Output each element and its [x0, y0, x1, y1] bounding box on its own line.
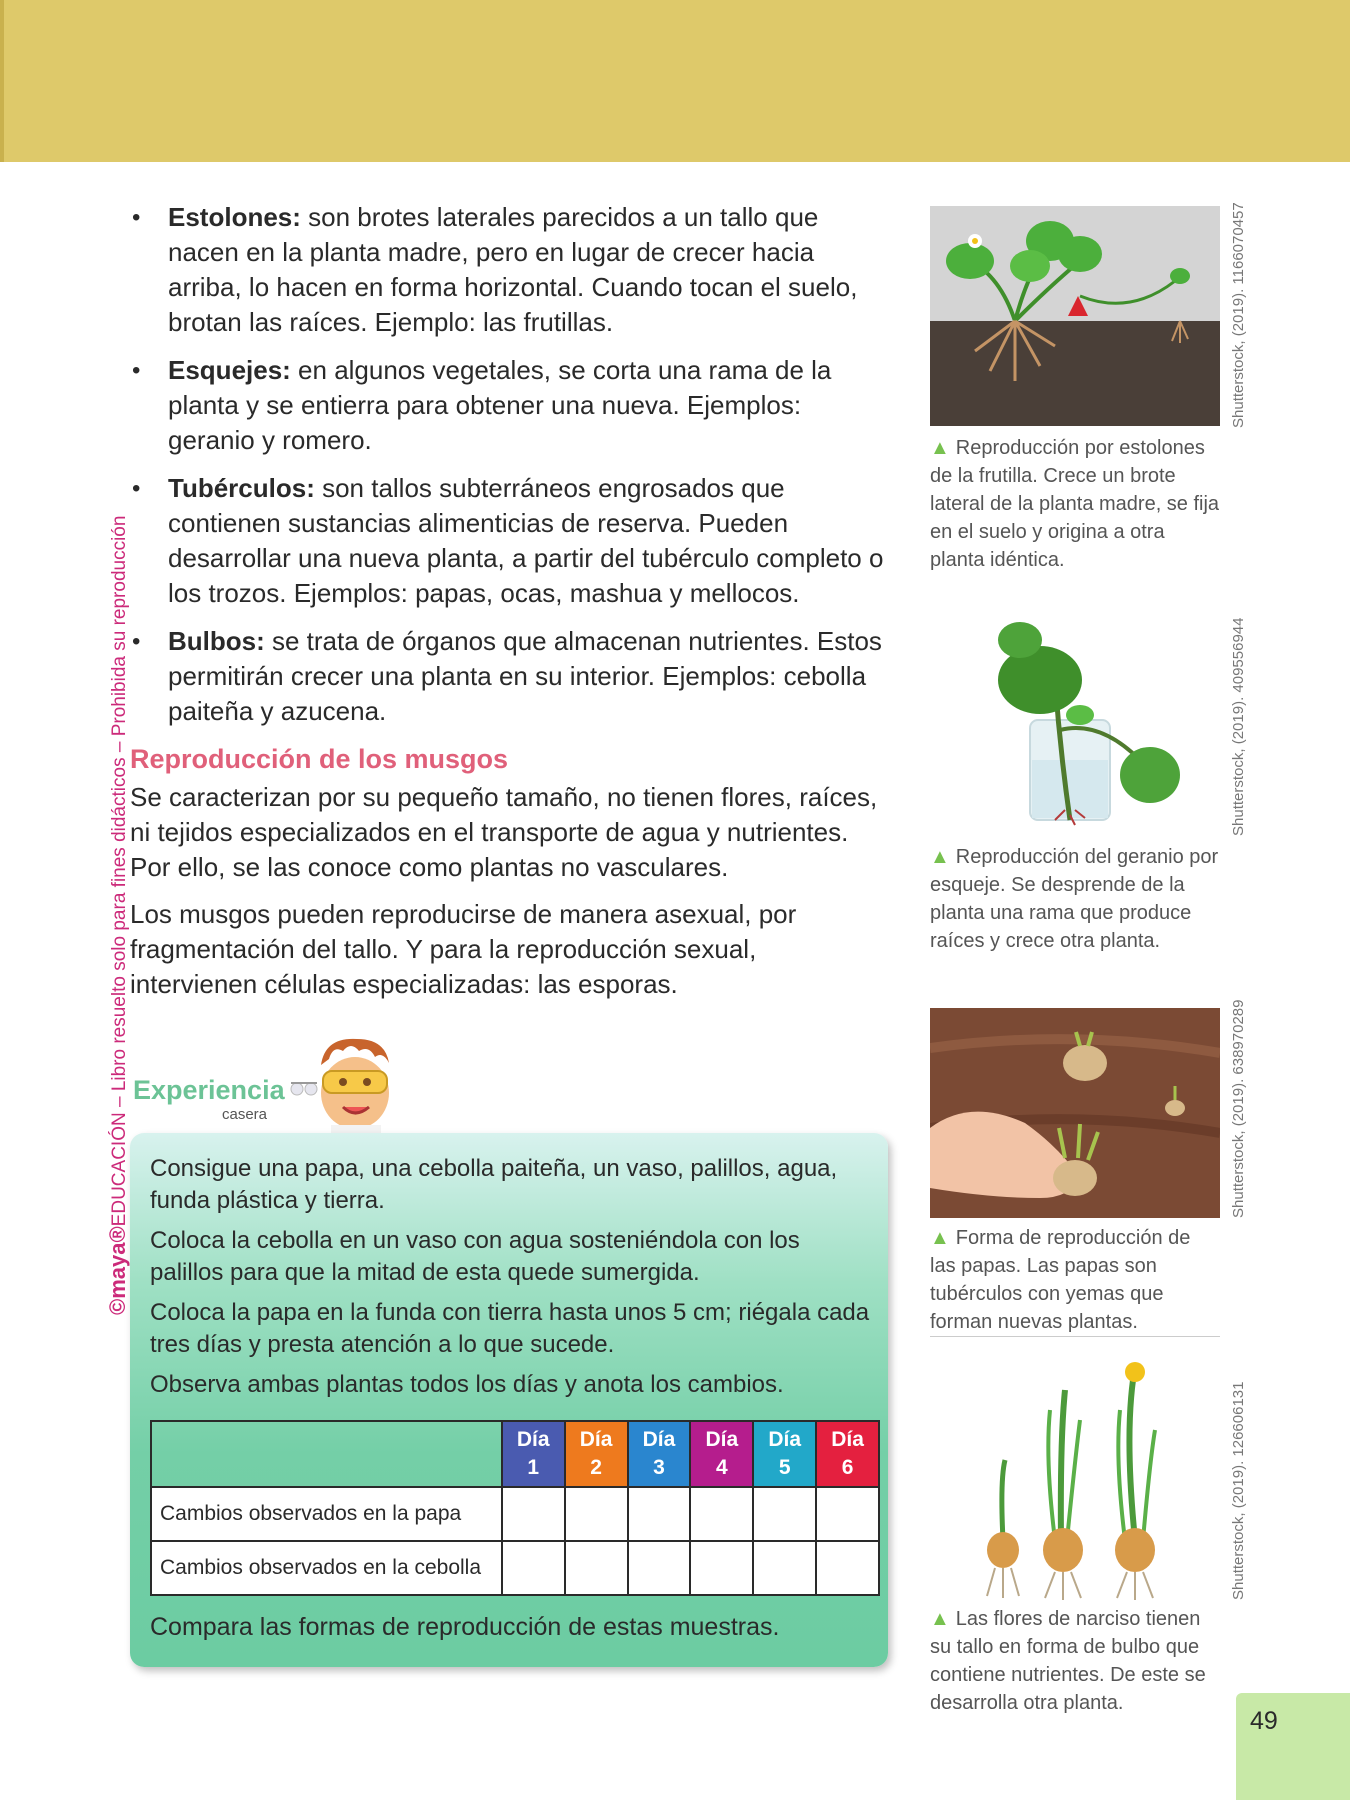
- term: Tubérculos:: [168, 473, 315, 503]
- definition: son tallos subterráneos engrosados que contienen sustancias alimenticias de reserva. Pueden desarrollar una nueva planta, a partir del tubérculo completo o los trozos. Ejemplos: papas, ocas, mashua y mellocos.: [168, 473, 884, 608]
- caption-text: Reproducción del geranio por esqueje. Se desprende de la planta una rama que produce raíces y crece otra planta.: [930, 846, 1219, 952]
- page-number-tab: [1236, 1693, 1350, 1800]
- strawberry-stolon-photo: [930, 206, 1220, 426]
- definition: son brotes laterales parecidos a un tallo que nacen en la planta madre, pero en lugar de crecer hacia arriba, lo hacen en forma horizontal. Cuando tocan el suelo, brotan las raíces. Ejemplo: las frutillas.: [168, 202, 858, 337]
- day-header: [690, 1421, 753, 1487]
- main-content: [130, 200, 890, 1014]
- day-number: 1: [527, 1456, 540, 1479]
- table-cell[interactable]: [565, 1541, 628, 1595]
- paragraph: Los musgos pueden reproducirse de manera asexual, por fragmentación del tallo. Y para la reproducción sexual, intervienen células especializadas: las esporas.: [130, 899, 797, 999]
- photo-credit: Shutterstock, (2019). 1166070457: [1230, 202, 1247, 428]
- day-label: Día: [705, 1428, 739, 1451]
- table-cell[interactable]: [690, 1487, 753, 1541]
- potato-planting-photo: [930, 1008, 1220, 1218]
- table-cell[interactable]: [753, 1487, 816, 1541]
- paragraph: Se caracterizan por su pequeño tamaño, no tienen flores, raíces, ni tejidos especializados en el transporte de agua y nutrientes. Por ello, se las conoce como plantas no vasculares.: [130, 782, 878, 882]
- day-number: 6: [841, 1456, 854, 1479]
- table-cell[interactable]: [628, 1487, 691, 1541]
- geranium-cutting-photo: [960, 610, 1180, 830]
- figure-caption: [930, 1605, 1220, 1717]
- day-header: [565, 1421, 628, 1487]
- day-header: [628, 1421, 691, 1487]
- step: Coloca la papa en la funda con tierra hasta unos 5 cm; riégala cada tres días y presta atención a lo que sucede.: [150, 1299, 870, 1358]
- day-header: [753, 1421, 816, 1487]
- day-number: 4: [715, 1456, 728, 1479]
- table-cell[interactable]: [816, 1487, 879, 1541]
- experiencia-subtitle: casera: [222, 1106, 268, 1123]
- table-cell[interactable]: [753, 1541, 816, 1595]
- triangle-bullet-icon: ▲: [930, 1227, 950, 1249]
- experiencia-title: Experiencia: [133, 1075, 285, 1105]
- day-label: Día: [642, 1428, 676, 1451]
- day-number: 3: [653, 1456, 665, 1479]
- list-item: [130, 624, 890, 729]
- observation-table: [150, 1420, 880, 1596]
- table-row: [151, 1487, 879, 1541]
- day-label: Día: [768, 1428, 802, 1451]
- table-cell[interactable]: [690, 1541, 753, 1595]
- list-item: [130, 353, 890, 458]
- term: Estolones:: [168, 202, 301, 232]
- day-header: [816, 1421, 879, 1487]
- photo-credit: Shutterstock, (2019). 638970289: [1230, 999, 1247, 1218]
- list-item: [130, 200, 890, 340]
- row-label: Cambios observados en la papa: [151, 1487, 502, 1541]
- day-number: 5: [778, 1456, 791, 1479]
- definition: en algunos vegetales, se corta una rama de la planta y se entierra para obtener una nueva. Ejemplos: geranio y romero.: [168, 355, 832, 455]
- day-header: [502, 1421, 565, 1487]
- maya-logo: ©maya®: [105, 1226, 130, 1315]
- step: Observa ambas plantas todos los días y anota los cambios.: [150, 1371, 784, 1398]
- day-label: Día: [831, 1428, 864, 1451]
- figure-caption: [930, 843, 1220, 955]
- page-number: 49: [1250, 1707, 1278, 1735]
- row-label: Cambios observados en la cebolla: [151, 1541, 502, 1595]
- section-heading-musgos: Reproducción de los musgos: [130, 744, 509, 774]
- caption-text: Las flores de narciso tienen su tallo en forma de bulbo que contiene nutrientes. De este se desarrolla otra planta.: [930, 1608, 1206, 1714]
- table-header-row: [151, 1421, 879, 1487]
- term: Bulbos:: [168, 626, 265, 656]
- day-label: Día: [516, 1428, 550, 1451]
- definition: se trata de órganos que almacenan nutrientes. Estos permitirán crecer una planta en su interior. Ejemplos: cebolla paiteña y azucena.: [168, 626, 882, 726]
- figure-caption: [930, 1224, 1220, 1336]
- triangle-bullet-icon: ▲: [930, 1608, 950, 1630]
- header-blank-cell: [151, 1421, 502, 1487]
- experiencia-box: [130, 1133, 888, 1667]
- photo-credit: Shutterstock, (2019). 126606131: [1230, 1381, 1247, 1600]
- list-item: [130, 471, 890, 611]
- figure-caption: [930, 434, 1220, 574]
- reproduction-list: [130, 200, 890, 729]
- caption-text: Reproducción por estolones de la frutilla. Crece un brote lateral de la planta madre, se fija en el suelo y origina a otra planta idéntica.: [930, 437, 1220, 571]
- experiencia-steps: [150, 1153, 870, 1409]
- table-row: [151, 1541, 879, 1595]
- narcissus-bulb-photo: [975, 1350, 1185, 1600]
- caption-text: Forma de reproducción de las papas. Las papas son tubérculos con yemas que forman nuevas plantas.: [930, 1227, 1191, 1333]
- table-cell[interactable]: [565, 1487, 628, 1541]
- triangle-bullet-icon: ▲: [930, 846, 950, 868]
- day-label: Día: [579, 1428, 613, 1451]
- table-cell[interactable]: [816, 1541, 879, 1595]
- term: Esquejes:: [168, 355, 291, 385]
- step: Coloca la cebolla en un vaso con agua sosteniéndola con los palillos para que la mitad de esta quede sumergida.: [150, 1227, 800, 1286]
- table-cell[interactable]: [502, 1487, 565, 1541]
- photo-credit: Shutterstock, (2019). 409556944: [1230, 617, 1247, 836]
- triangle-bullet-icon: ▲: [930, 437, 950, 459]
- header-band: [0, 0, 1350, 162]
- day-number: 2: [590, 1456, 602, 1479]
- side-copyright-text: EDUCACIÓN – Libro resuelto solo para fines didácticos – Prohibida su reproducción: [109, 515, 130, 1227]
- step: Consigue una papa, una cebolla paiteña, un vaso, palillos, agua, funda plástica y tierra.: [150, 1155, 838, 1214]
- experiencia-final-instruction: Compara las formas de reproducción de estas muestras.: [150, 1613, 780, 1641]
- table-cell[interactable]: [502, 1541, 565, 1595]
- divider: [930, 1336, 1220, 1337]
- scientist-kid-illustration: [285, 1035, 415, 1139]
- table-cell[interactable]: [628, 1541, 691, 1595]
